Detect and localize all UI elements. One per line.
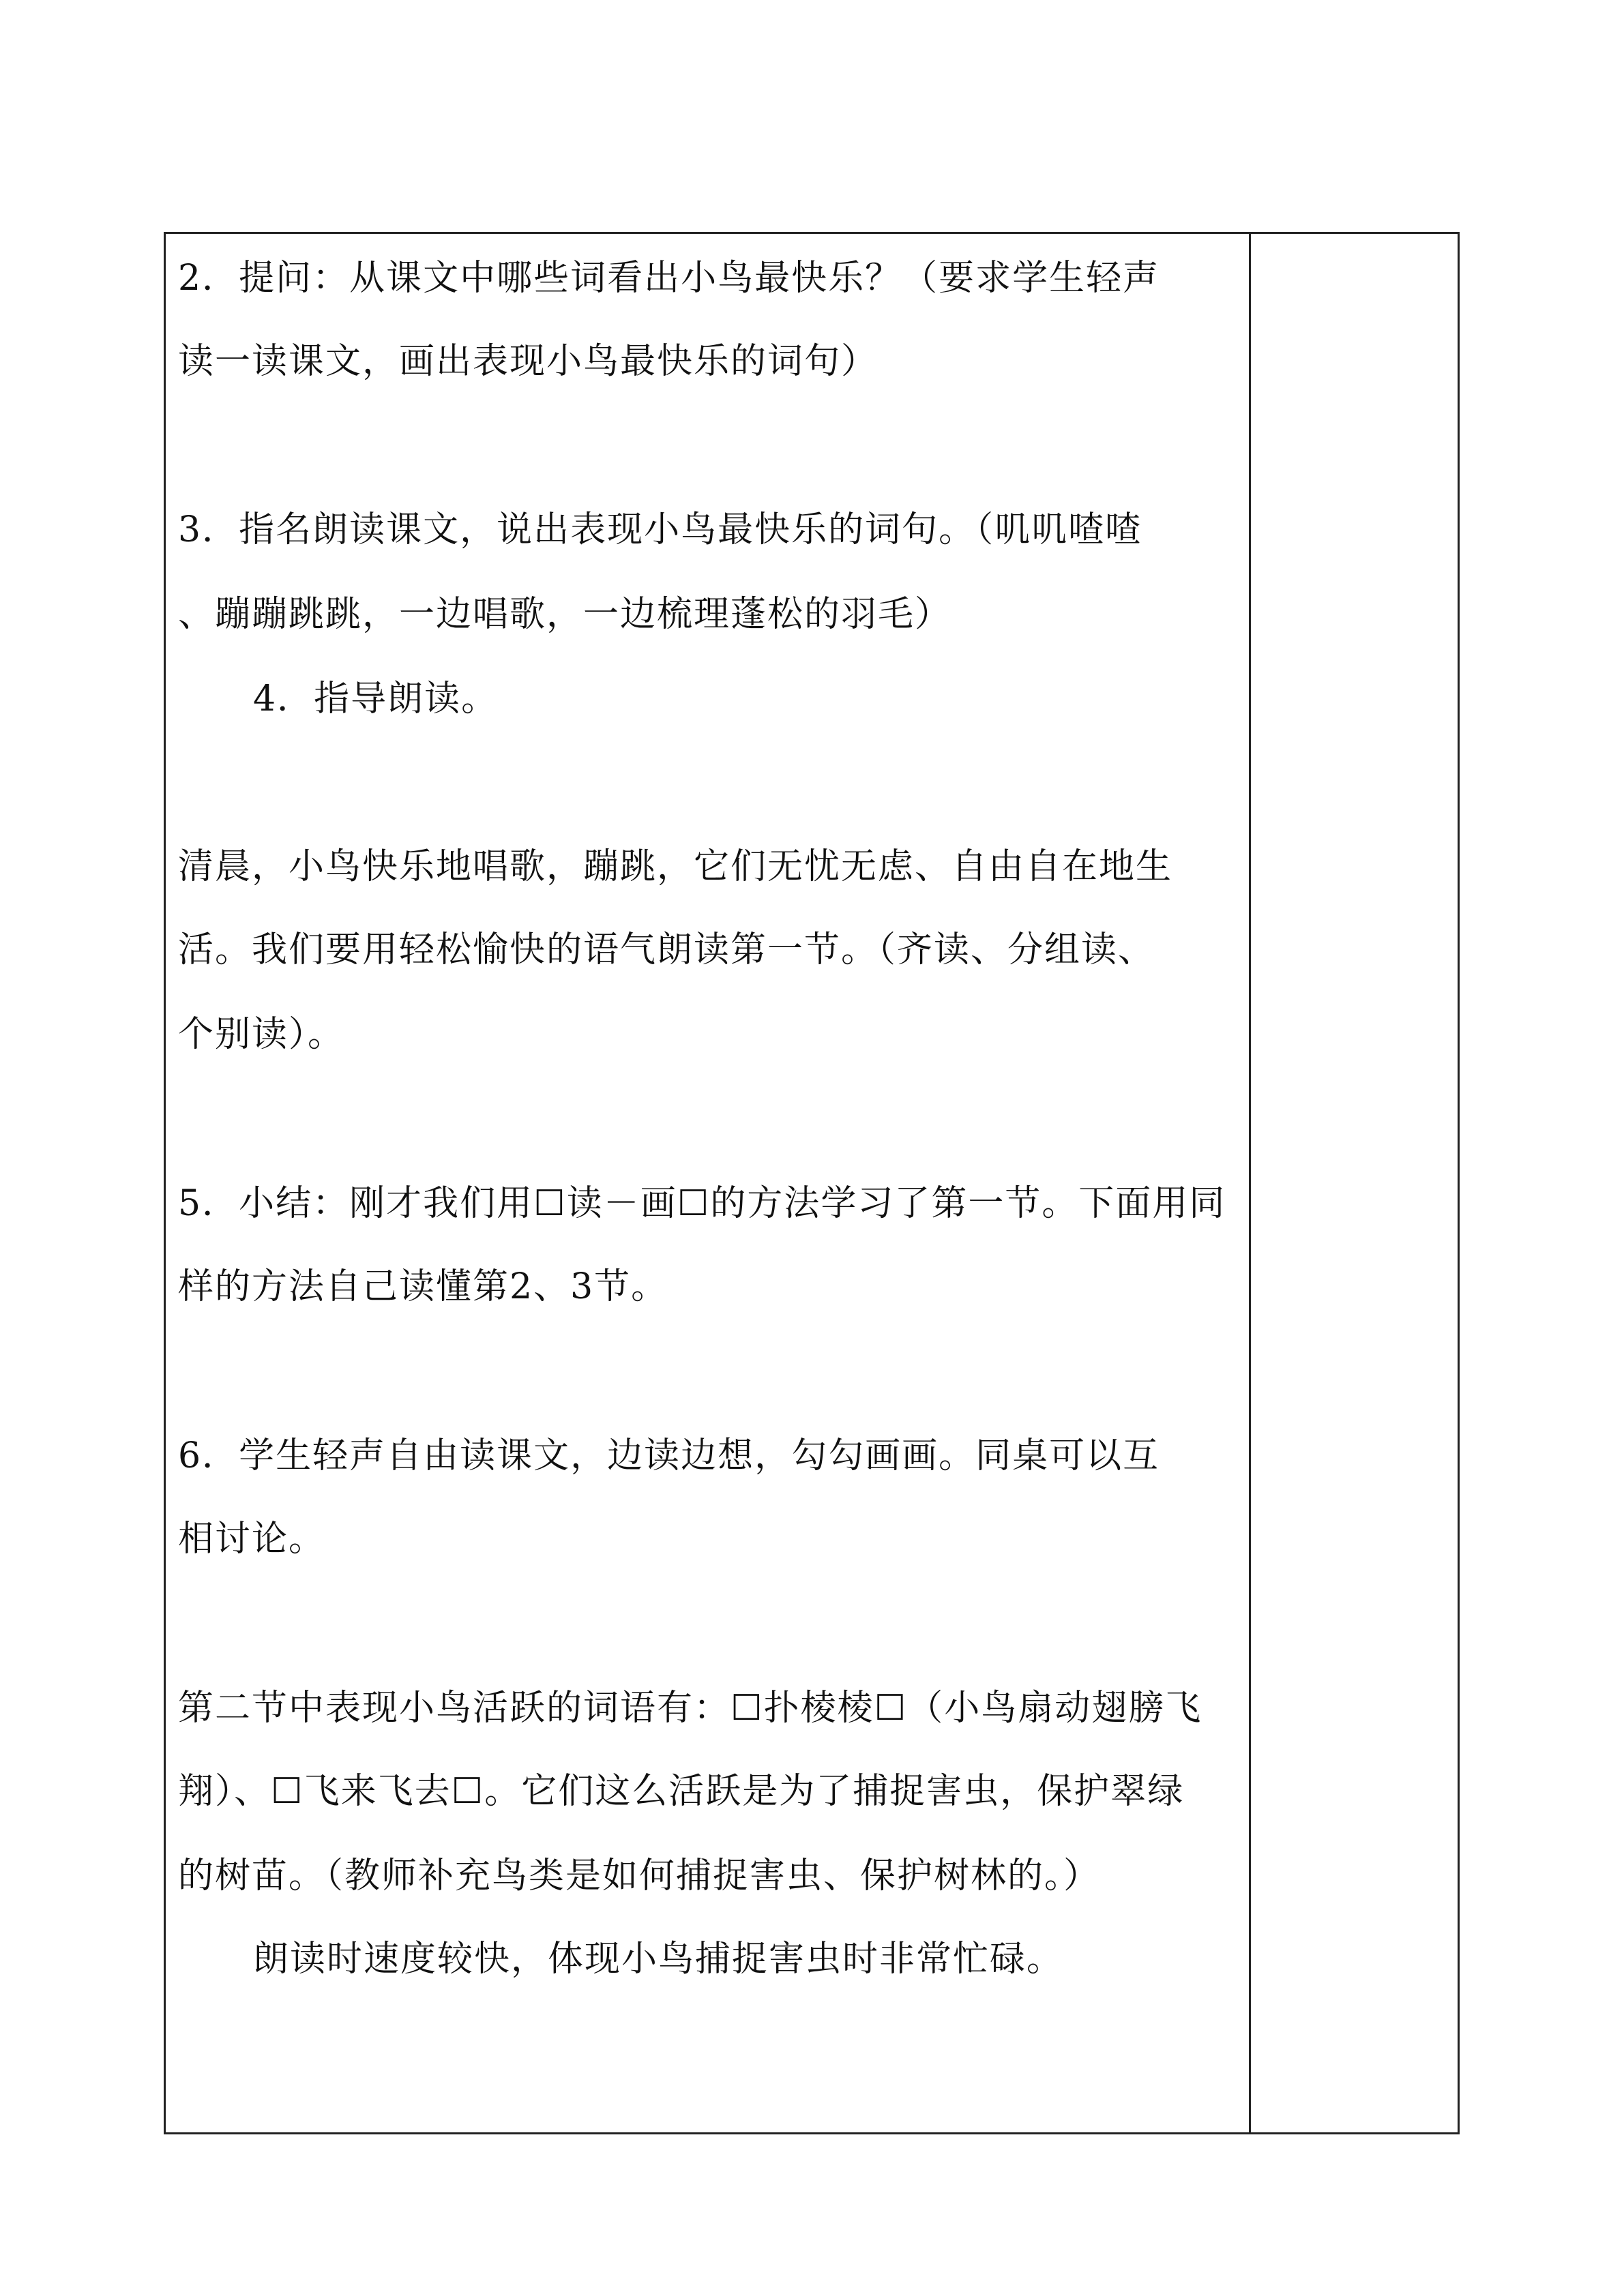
step-6-free-reading-line-2: 相讨论。	[178, 1519, 326, 1560]
step-3-reading-line-2: 、蹦蹦跳跳，一边唱歌，一边梳理蓬松的羽毛）	[178, 594, 952, 635]
morning-paragraph-line-3: 个别读）。	[178, 1014, 345, 1055]
section-2-analysis-line-2: 翔）、☐飞来飞去☐。它们这么活跃是为了捕捉害虫，保护翠绿	[178, 1771, 1185, 1812]
step-3-reading-line-1: 3．指名朗读课文，说出表现小鸟最快乐的词句。（叽叽喳喳	[178, 509, 1142, 550]
section-2-analysis-line-3: 的树苗。（教师补充鸟类是如何捕捉害虫、保护树林的。）	[178, 1855, 1101, 1896]
section-2-analysis-line-1: 第二节中表现小鸟活跃的词语有：☐扑棱棱☐（小鸟扇动翅膀飞	[178, 1688, 1202, 1729]
morning-paragraph-line-2: 活。我们要用轻松愉快的语气朗读第一节。（齐读、分组读、	[178, 929, 1155, 970]
step-2-question-line-2: 读一读课文，画出表现小鸟最快乐的词句）	[178, 341, 879, 382]
notes-cell	[1251, 234, 1458, 2132]
step-4-guided-reading: 4．指导朗读。	[253, 679, 499, 719]
lesson-table	[164, 232, 1460, 2134]
morning-paragraph-line-1: 清晨，小鸟快乐地唱歌，蹦跳，它们无忧无虑、自由自在地生	[178, 846, 1173, 887]
step-2-question-line-1: 2．提问：从课文中哪些词看出小鸟最快乐？（要求学生轻声	[178, 258, 1160, 299]
step-6-free-reading-line-1: 6．学生轻声自由读课文，边读边想，勾勾画画。同桌可以互	[178, 1435, 1160, 1476]
step-5-summary-line-1: 5．小结：刚才我们用☐读－画☐的方法学习了第一节。下面用同	[178, 1183, 1226, 1224]
reading-speed-note: 朗读时速度较快，体现小鸟捕捉害虫时非常忙碌。	[253, 1939, 1064, 1980]
step-5-summary-line-2: 样的方法自己读懂第2、3节。	[178, 1266, 668, 1307]
